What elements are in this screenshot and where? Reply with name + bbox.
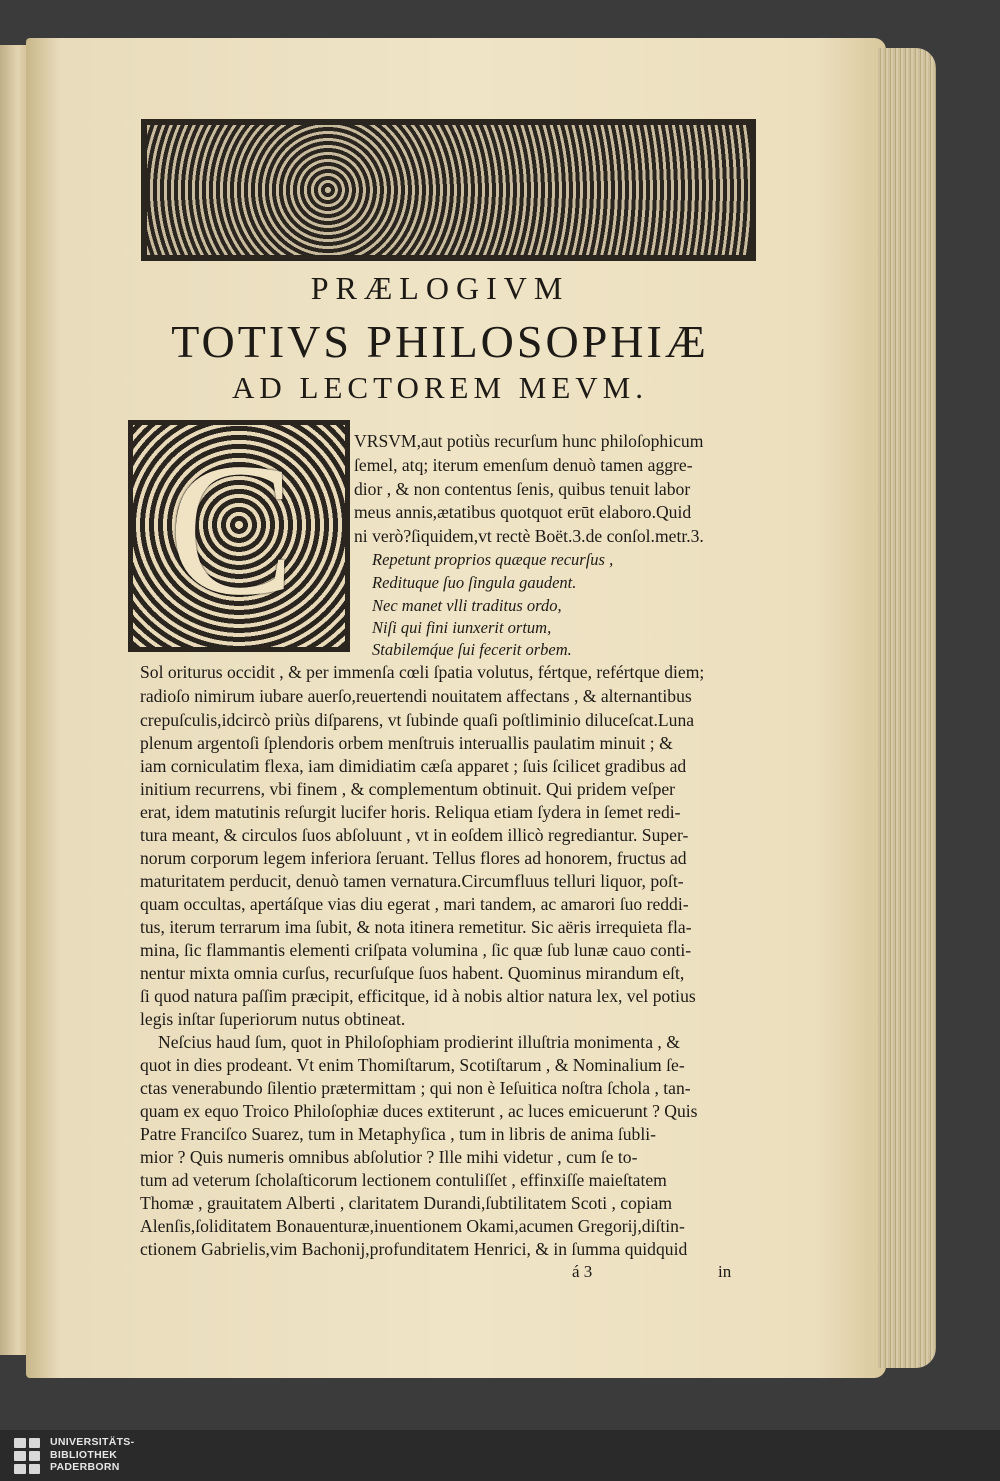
heading-line-2: TOTIVS PHILOSOPHIÆ	[171, 316, 709, 367]
heading-line-3: AD LECTOREM MEVM.	[232, 370, 648, 405]
body-line: quam ex equo Troico Philoſophiæ duces extiterunt , ac luces emicuerunt ? Quis	[140, 1101, 698, 1121]
ornamental-headpiece	[141, 119, 756, 261]
body-line: mior ? Quis numeris omnibus abſolutior ? Ille mihi videtur , cum ſe to-	[140, 1147, 638, 1167]
text-line: ni verò?ſiquidem,vt rectè Boët.3.de conſol.metr.3.	[354, 526, 704, 546]
text-line: dior , & non contentus ſenis, quibus tenuit labor	[354, 479, 691, 499]
body-line: crepuſculis,idcircò priùs diſparens, vt ſubinde quaſi poſtliminio diluceſcat.Luna	[140, 710, 695, 730]
initial-letter: C	[168, 425, 295, 635]
body-line: quam occultas, apertáſque vias diu egerat , mari tandem, ac amarori ſuo reddi-	[140, 894, 689, 914]
verse-line: Niſi qui fini iunxerit ortum,	[372, 618, 552, 637]
heading-line-1: PRÆLOGIVM	[310, 270, 570, 306]
body-line: Thomæ , grauitatem Alberti , claritatem Durandi,ſubtilitatem Scoti , copiam	[140, 1193, 673, 1213]
decorated-initial	[128, 420, 350, 652]
logo-line-2: BIBLIOTHEK	[50, 1448, 118, 1461]
text-line: ſemel, atq; iterum emenſum denuò tamen aggre-	[354, 455, 693, 475]
body-line: ctionem Gabrielis,vim Bachonij,profunditatem Henrici, & in ſumma quidquid	[140, 1239, 688, 1259]
body-line: Neſcius haud ſum, quot in Philoſophiam prodierint illuſtria monimenta , &	[158, 1032, 680, 1052]
text-line: meus annis,ætatibus quotquot erūt elaboro.Quid	[354, 502, 692, 522]
body-line: Sol oriturus occidit , & per immenſa cœli ſpatia volutus, fértque, refértque diem;	[140, 662, 705, 682]
body-line: tum ad veterum ſcholaſticorum lectionem contuliſſet , effinxiſſe maieſtatem	[140, 1170, 667, 1190]
body-line: Patre Franciſco Suarez, tum in Metaphyſica , tum in libris de anima ſubli-	[140, 1124, 656, 1144]
body-line: ſi quod natura paſſim præcipit, efficitque, id à nobis altior natura lex, vel potius	[140, 986, 696, 1006]
body-line: plenum argentoſi ſplendoris orbem menſtruis interuallis paulatim minuit ; &	[140, 733, 673, 753]
body-line: nentur mixta omnia curſus, recurſuſque ſuos habent. Quominus mirandum eſt,	[140, 963, 685, 983]
logo-line-3: PADERBORN	[50, 1461, 120, 1473]
body-line: legis inſtar ſuperiorum nutus obtineat.	[140, 1009, 406, 1029]
verse-line: Nec manet vlli traditus ordo,	[372, 596, 562, 615]
verse-line: Stabilemq́ue ſui fecerit orbem.	[372, 640, 572, 659]
library-logo-icon	[14, 1438, 40, 1474]
body-line: mina, ſic flammantis elementi criſpata volumina , ſic quæ ſub lunæ cauo conti-	[140, 940, 692, 960]
body-line: radioſo nimirum iubare auerſo,reuertendi nouitatem affectans , & alternantibus	[140, 686, 692, 706]
body-line: erat, idem matutinis reſurgit lucifer horis. Reliqua etiam ſydera in ſemet redi-	[140, 802, 681, 822]
verse-line: Repetunt proprios quæque recurſus ,	[372, 550, 614, 569]
body-line: Alenſis,ſoliditatem Bonauenturæ,inuentionem Okami,acumen Gregorij,diſtin-	[140, 1216, 685, 1236]
page-stack-edge	[878, 48, 936, 1368]
body-line: norum corporum legem inferiora ſeruant. Tellus flores ad honorem, fructus ad	[140, 848, 687, 868]
body-line: tus, iterum terrarum ima ſubit, & nota itinera remetitur. Sic aëris irrequieta fla-	[140, 917, 692, 937]
body-line: tura meant, & circulos ſuos abſoluunt , vt in eoſdem illicò regrediantur. Super-	[140, 825, 689, 845]
library-logo-text	[50, 1436, 134, 1474]
signature-mark: á 3	[572, 1262, 593, 1281]
body-line: quot in dies prodeant. Vt enim Thomiſtarum, Scotiſtarum , & Nominalium ſe-	[140, 1055, 685, 1075]
verse-line: Redituque ſuo ſingula gaudent.	[372, 573, 577, 592]
body-line: initium recurrens, vbi finem , & complementum obtinuit. Qui pridem veſper	[140, 779, 676, 799]
logo-line-1: UNIVERSITÄTS-	[50, 1436, 135, 1448]
body-line: ctas venerabundo ſilentio prætermittam ; qui non è Ieſuitica noſtra ſchola , tan-	[140, 1078, 691, 1098]
text-line: VRSVM,aut potiùs recurſum hunc philoſophicum	[354, 431, 704, 451]
library-footer	[0, 1430, 1000, 1481]
body-line: maturitatem perducit, denuò tamen vernatura.Circumfluus telluri liquor, poſt-	[140, 871, 684, 891]
catchword: in	[718, 1262, 732, 1281]
body-line: iam corniculatim flexa, iam dimidiatim cæſa apparet ; ſuis ſcilicet gradibus ad	[140, 756, 687, 776]
